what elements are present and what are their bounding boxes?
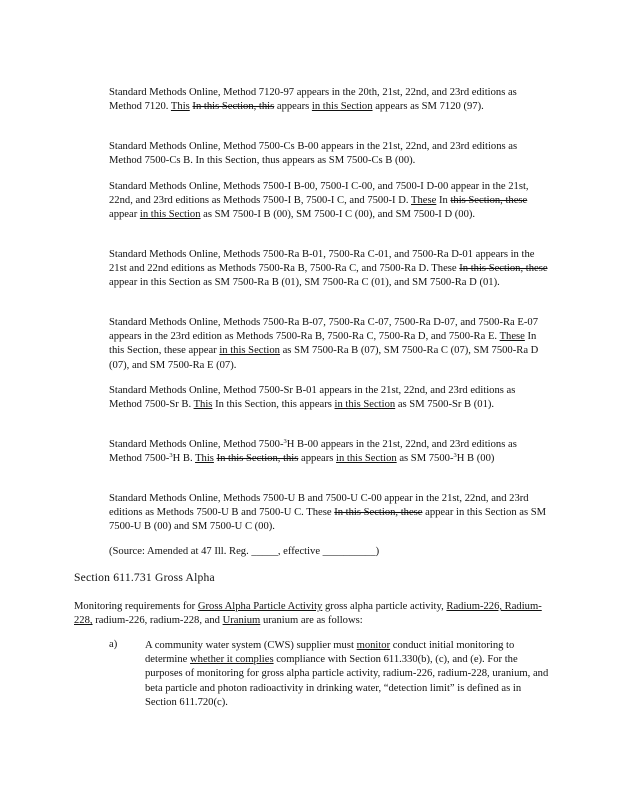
inserted-text: Uranium xyxy=(222,615,261,627)
inserted-text: Radium-226, Radium-228, xyxy=(74,601,542,627)
paragraph-method-7120: Standard Methods Online, Method 7120-97 appears in the 20th, 21st, 22nd, and 23rd editions as Method 7120. This In this Section, this appears in this Section appears as SM 7120 (97). xyxy=(109,87,517,113)
paragraph-method-7500-3h: Standard Methods Online, Method 7500-$^3$H B-00 appears in the 21st, 22nd, and 23rd editions as Method 7500-$^3$H B. This In this Section, this appears in this Section as SM 7500-$^3$H B (00) xyxy=(109,438,517,465)
paragraph-method-7500-u: Standard Methods Online, Methods 7500-U B and 7500-U C-00 appear in the 21st, 22nd, and 23rd editions as Methods 7500-U B and 7500-U C. These In this Section, these appear in this Section as SM 7500-U B (00) and SM 7500-U C (00). xyxy=(109,493,547,533)
inserted-text: in this Section xyxy=(219,345,280,357)
inserted-text: in this Section xyxy=(334,399,396,411)
inserted-text: in this Section xyxy=(311,101,373,113)
inserted-text: in this Section xyxy=(139,209,201,221)
paragraph-method-7500-ra-01: Standard Methods Online, Methods 7500-Ra B-01, 7500-Ra C-01, and 7500-Ra D-01 appears in the 21st and 22nd editions as Methods 7500-Ra B, 7500-Ra C, and 7500-Ra D. These In this Section, these appear in this Section as SM 7500-Ra B (01), SM 7500-Ra C (01), and SM 7500-Ra D (01). xyxy=(109,249,548,289)
inserted-text: Gross Alpha Particle Activity xyxy=(197,601,323,612)
paragraph-method-7500-i: Standard Methods Online, Methods 7500-I B-00, 7500-I C-00, and 7500-I D-00 appear in the 21st, 22nd, and 23rd editions as Methods 7500-I B, 7500-I C, and 7500-I D. These In this Section, these appear in this Section as SM 7500-I B (00), SM 7500-I C (00), and SM 7500-I D (00). xyxy=(109,181,529,221)
subsection-label: a) xyxy=(109,639,118,650)
deleted-text: In this Section, this xyxy=(192,101,275,113)
paragraph-method-7500-cs: Standard Methods Online, Method 7500-Cs B-00 appears in the 21st, 22nd, and 23rd editions as Method 7500-Cs B. In this Section, thus appears as SM 7500-Cs B (00). xyxy=(109,141,518,167)
deleted-text: In this Section, this xyxy=(216,453,299,465)
inserted-text: This xyxy=(195,453,214,465)
inserted-text: whether it complies xyxy=(190,654,274,666)
inserted-text: in this Section xyxy=(336,453,397,465)
section-intro: Monitoring requirements for Gross Alpha Particle Activity gross alpha particle activity, Radium-226, Radium-228, radium-226, radium-228, and Uranium uranium are as follows: xyxy=(74,601,542,627)
deleted-text: In this Section, these xyxy=(459,263,548,275)
inserted-text: monitor xyxy=(356,640,391,651)
paragraph-method-7500-sr: Standard Methods Online, Method 7500-Sr B-01 appears in the 21st, 22nd, and 23rd editions as Method 7500-Sr B. This In this Section, this appears in this Section as SM 7500-Sr B (01). xyxy=(109,385,516,411)
deleted-text: In this Section, these xyxy=(334,507,423,519)
section-heading: Section 611.731 Gross Alpha xyxy=(74,571,215,584)
inserted-text: This xyxy=(170,101,190,113)
source-note: (Source: Amended at 47 Ill. Reg. _____, effective __________) xyxy=(109,546,380,557)
deleted-text: this Section, these xyxy=(450,195,528,207)
subsection-a-text: A community water system (CWS) supplier must monitor conduct initial monitoring to determine whether it complies compliance with Section 611.330(b), (c), and (e). For the purposes of monitoring for gross alpha particle activity, radium-226, radium-228, uranium, and beta particle and photon radioactivity in drinking water, “detection limit” is defined as in Section 611.720(c). xyxy=(145,640,549,708)
inserted-text: These xyxy=(411,195,437,207)
paragraph-method-7500-ra-07: Standard Methods Online, Methods 7500-Ra B-07, 7500-Ra C-07, 7500-Ra D-07, and 7500-Ra E-07 appears in the 23rd edition as Methods 7500-Ra B, 7500-Ra C, 7500-Ra D, and 7500-Ra E. These In this Section, these appear in this Section as SM 7500-Ra B (07), SM 7500-Ra C (07), SM 7500-Ra D (07), and SM 7500-Ra E (07). xyxy=(109,317,539,371)
inserted-text: This xyxy=(193,399,213,411)
inserted-text: These xyxy=(499,331,525,343)
